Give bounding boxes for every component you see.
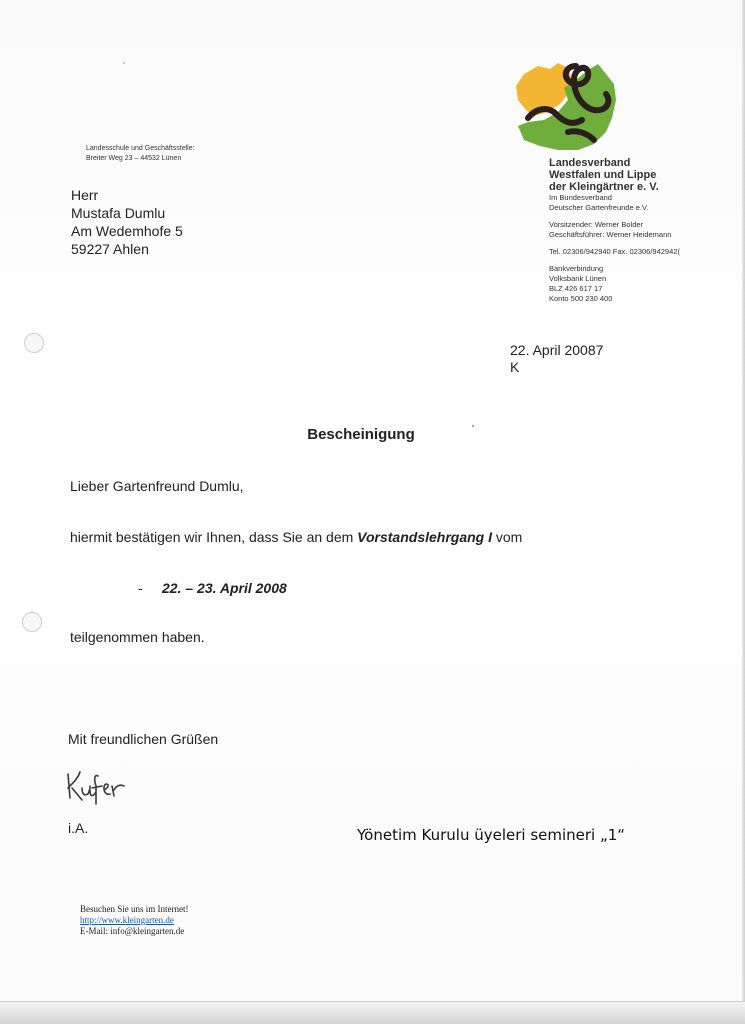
recipient-address — [71, 186, 183, 258]
org-manager: Geschäftsführer: Werner Heidemann — [549, 230, 672, 239]
course-dates — [138, 580, 287, 596]
org-federation-1: Im Bundesverband — [549, 193, 612, 202]
footer — [80, 904, 188, 937]
document-title: Bescheinigung — [307, 426, 415, 443]
recipient-street: Am Wedemhofe 5 — [71, 223, 183, 239]
course-name: Vorstandslehrgang I — [357, 529, 492, 545]
date-line-2: K — [510, 359, 520, 375]
organization-info — [549, 157, 680, 304]
org-chairman: Vorsitzender: Werner Bolder — [549, 220, 644, 229]
org-phone-fax: Tel. 02306/942940 Fax. 02306/942942( — [549, 247, 680, 256]
org-blz: BLZ 426 617 17 — [549, 284, 603, 293]
handwritten-signature — [64, 766, 134, 806]
footer-url-link[interactable]: http://www.kleingarten.de — [80, 915, 174, 925]
date-line-1: 22. April 20087 — [510, 342, 604, 358]
punch-hole-bottom — [22, 612, 42, 632]
punch-hole-top — [24, 333, 44, 353]
letter-greeting: Lieber Gartenfreund Dumlu, — [70, 478, 244, 494]
confirm-text-before: hiermit bestätigen wir Ihnen, dass Sie an dem — [70, 529, 358, 545]
handwritten-annotation: Yönetim Kurulu üyeleri semineri „1“ — [357, 826, 626, 844]
confirmation-sentence — [70, 529, 522, 545]
recipient-name: Mustafa Dumlu — [71, 205, 166, 221]
org-bank-label: Bankverbindung — [549, 264, 604, 273]
footer-line-1: Besuchen Sie uns im Internet! — [80, 904, 189, 914]
org-name-line-1: Landesverband — [549, 157, 631, 169]
sender-line-2: Breiter Weg 23 – 44532 Lünen — [86, 155, 182, 162]
dates-value: 22. – 23. April 2008 — [162, 580, 287, 596]
recipient-salutation: Herr — [71, 187, 99, 203]
sender-address — [86, 144, 195, 164]
organization-logo-icon — [514, 60, 620, 154]
on-behalf-mark: i.A. — [68, 820, 89, 836]
confirm-text-after: vom — [492, 529, 523, 545]
scan-speck — [123, 62, 125, 64]
dates-dash: - — [138, 580, 143, 596]
org-name-line-3: der Kleingärtner e. V. — [549, 181, 659, 193]
recipient-city: 59227 Ahlen — [71, 241, 149, 257]
page-edge-bottom — [0, 1001, 745, 1024]
footer-email: E-Mail: info@kleingarten.de — [80, 926, 185, 936]
org-konto: Konto 500 230 400 — [549, 294, 613, 303]
participation-text: teilgenommen haben. — [70, 629, 205, 645]
closing-regards: Mit freundlichen Grüßen — [68, 731, 219, 747]
sender-line-1: Landesschule und Geschäftsstelle: — [86, 145, 195, 152]
letter-date — [510, 342, 603, 376]
org-bank-name: Volksbank Lünen — [549, 274, 607, 283]
org-federation-2: Deutscher Gartenfreunde e.V. — [549, 203, 649, 212]
org-name-line-2: Westfalen und Lippe — [549, 169, 657, 181]
